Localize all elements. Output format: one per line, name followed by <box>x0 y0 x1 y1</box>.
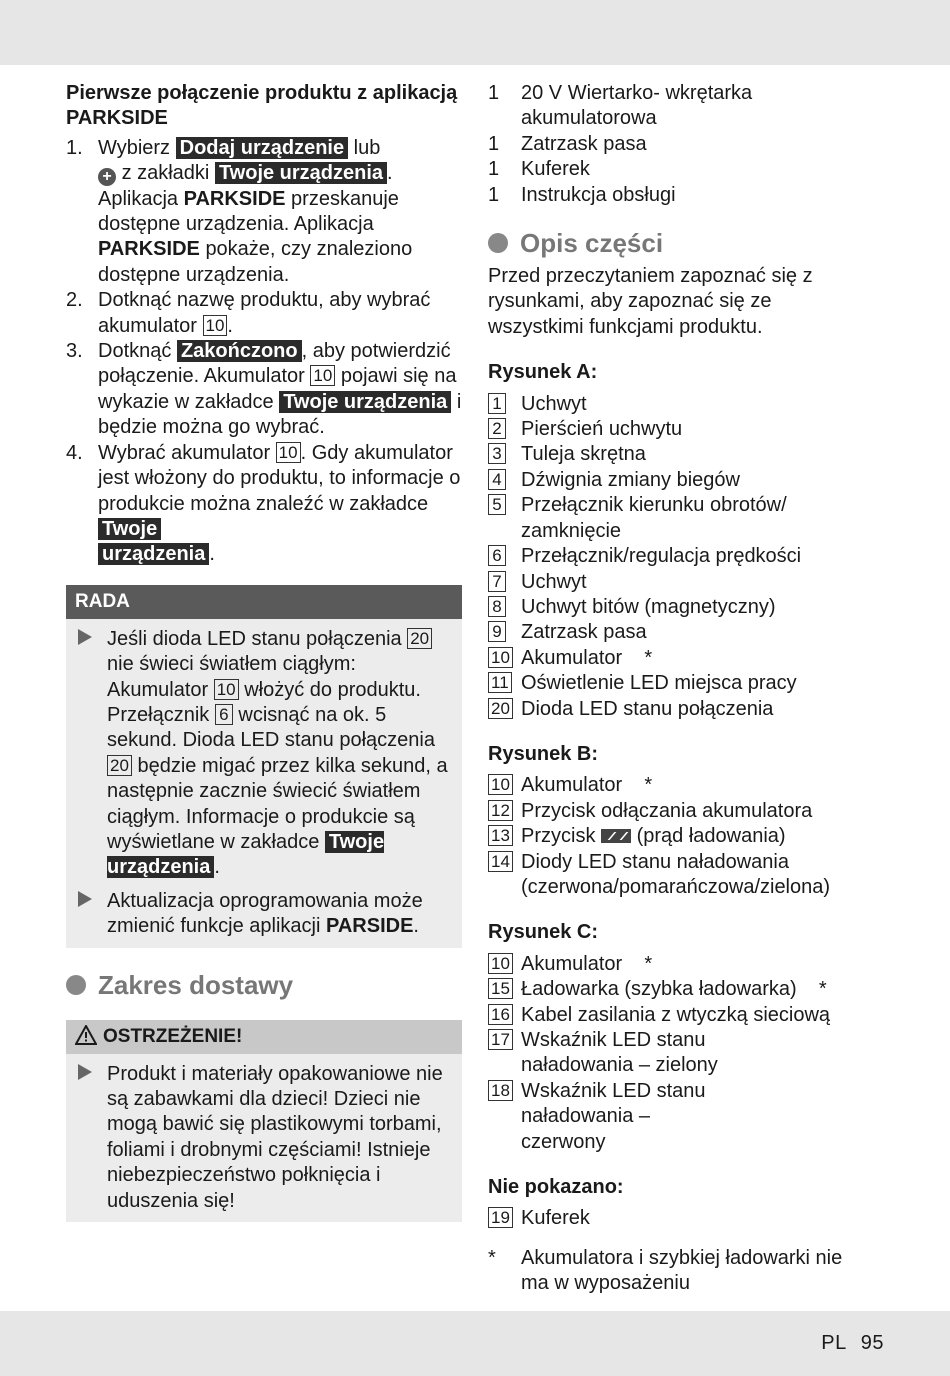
text: Aktualizacja oprogramowania może zmienić funkcje aplikacji <box>107 889 423 938</box>
warning-triangle-icon <box>75 1025 97 1045</box>
parts-intro: Przed przeczytaniem zapoznać się z rysunkami, aby zapoznać się ze wszystkimi funkcjami produktu. <box>488 265 813 338</box>
figure-b-list <box>488 773 888 900</box>
header-band <box>0 0 950 65</box>
part-label: Zatrzask pasa <box>521 621 647 644</box>
your-devices-label: Twoje urządzenia <box>279 391 451 413</box>
your-devices-label: Twoje <box>98 518 161 540</box>
tip-title: RADA <box>66 585 462 619</box>
list-item <box>488 1206 888 1231</box>
part-label: Pierścień uchwytu <box>521 418 683 441</box>
step-3 <box>66 339 462 441</box>
text: Wybrać akumulator <box>98 441 271 464</box>
list-item <box>488 442 888 467</box>
quantity: 1 <box>488 158 500 181</box>
text: Jeśli dioda LED stanu połączenia <box>107 627 402 650</box>
text: z zakładki <box>121 162 210 185</box>
part-label: Akumulator * <box>521 646 653 669</box>
part-label: Ładowarka (szybka ładowarka) * <box>521 978 827 1001</box>
add-device-label: Dodaj urządzenie <box>176 137 348 159</box>
part-number-box: 9 <box>488 621 506 642</box>
text: . <box>413 915 419 938</box>
brand-text: PARSIDE <box>325 915 414 938</box>
part-number-box: 1 <box>488 393 506 414</box>
text: . Aplikacja <box>98 162 393 210</box>
list-item <box>488 773 888 798</box>
part-label: Akumulator * <box>521 774 653 797</box>
step-number: 2. <box>66 289 83 312</box>
left-column <box>66 81 462 1222</box>
list-item <box>488 183 888 208</box>
item-text: Zatrzask pasa <box>521 132 647 155</box>
part-label: Wskaźnik LED stanu naładowania – czerwony <box>521 1079 706 1153</box>
item-text: Instrukcja obsługi <box>521 183 676 206</box>
footnote-text: Akumulatora i szybkiej ładowarki nie ma w wyposażeniu <box>521 1246 843 1295</box>
triangle-bullet-icon <box>78 629 92 645</box>
list-item <box>488 977 888 1002</box>
part-number-box: 10 <box>488 774 513 795</box>
list-item <box>488 570 888 595</box>
part-number-box: 3 <box>488 443 506 464</box>
right-column <box>488 81 888 1297</box>
step-number: 4. <box>66 441 83 464</box>
part-number-box: 7 <box>488 571 506 592</box>
part-number-box: 19 <box>488 1207 513 1228</box>
part-number-box: 13 <box>488 825 513 846</box>
charge-current-icon <box>601 829 631 843</box>
figure-b-title: Rysunek B: <box>488 742 599 765</box>
part-number-box: 18 <box>488 1080 513 1101</box>
list-item <box>488 81 888 132</box>
part-number-box: 10 <box>488 953 513 974</box>
brand-text: PARKSIDE <box>98 238 200 261</box>
language-code: PL <box>821 1332 847 1354</box>
part-label: Kuferek <box>521 1207 590 1230</box>
section-title-text: Opis części <box>520 228 664 259</box>
page-footer <box>807 1331 884 1356</box>
quantity: 1 <box>488 132 500 155</box>
part-label: Kabel zasilania z wtyczką sieciową <box>521 1003 831 1026</box>
text: . <box>214 856 220 879</box>
part-number-box: 15 <box>488 978 513 999</box>
part-number-box: 20 <box>488 698 513 719</box>
text: nie świeci światłem ciągłym: Akumulator <box>107 653 356 701</box>
warning-header <box>66 1020 462 1054</box>
part-number-box: 10 <box>203 315 228 336</box>
part-number-box: 10 <box>488 647 513 668</box>
part-number-box: 20 <box>407 628 432 649</box>
figure-c-title: Rysunek C: <box>488 921 599 944</box>
part-number-box: 17 <box>488 1029 513 1050</box>
quantity: 1 <box>488 82 500 104</box>
part-label: Uchwyt <box>521 392 587 415</box>
step-1 <box>66 136 462 288</box>
steps-heading: Pierwsze połączenie produktu z aplikacją PARKSIDE <box>66 82 458 130</box>
part-number-box: 2 <box>488 418 506 439</box>
part-number-box: 11 <box>488 672 512 693</box>
section-title-delivery <box>66 970 462 1000</box>
text: pokaże, czy znaleziono dostępne urządzenia. <box>98 238 413 286</box>
tip-box <box>66 585 462 948</box>
list-item <box>488 799 888 824</box>
part-label: Uchwyt <box>521 570 587 593</box>
not-shown-title: Nie pokazano: <box>488 1176 624 1199</box>
warning-title: OSTRZEŻENIE! <box>103 1025 243 1047</box>
part-label: Uchwyt bitów (magnetyczny) <box>521 595 776 618</box>
list-item <box>488 468 888 493</box>
list-item <box>488 417 888 442</box>
part-label: Akumulator * <box>521 952 653 975</box>
list-item <box>488 620 888 645</box>
part-number-box: 10 <box>214 679 239 700</box>
text: Dotknąć <box>98 340 172 363</box>
part-label: Przełącznik/regulacja prędkości <box>521 545 802 568</box>
part-label: Przycisk odłączania akumulatora <box>521 799 813 822</box>
step-4 <box>66 441 462 568</box>
part-number-box: 20 <box>107 755 132 776</box>
list-item <box>488 392 888 417</box>
list-item <box>488 850 888 901</box>
list-item <box>488 493 888 544</box>
list-item <box>488 1079 888 1155</box>
section-bullet-icon <box>66 975 86 995</box>
your-devices-label: Twoje urządzenia <box>215 162 387 184</box>
part-number-box: 8 <box>488 596 506 617</box>
warning-box <box>66 1020 462 1222</box>
part-label: Dioda LED stanu połączenia <box>521 697 774 720</box>
steps-list <box>66 136 462 568</box>
text: Dotknąć nazwę produktu, aby wybrać akumulator <box>98 289 431 337</box>
step-2 <box>66 288 462 339</box>
list-item <box>488 1028 888 1079</box>
text: Przycisk <box>521 825 596 848</box>
part-label: Wskaźnik LED stanu naładowania – zielony <box>521 1029 718 1077</box>
section-title-text: Zakres dostawy <box>98 969 294 1000</box>
tip-item <box>66 881 462 948</box>
text: . <box>209 543 215 566</box>
part-number-box: 4 <box>488 469 506 490</box>
text: lub <box>353 136 381 159</box>
triangle-bullet-icon <box>78 891 92 907</box>
delivery-list <box>488 81 888 208</box>
part-label <box>521 824 888 849</box>
part-number-box: 10 <box>310 365 335 386</box>
text: przeskanuje dostępne urządzenia. Aplikacja <box>98 187 399 236</box>
text: . Gdy akumulator jest włożony do produktu, to informacje o produkcie można znaleźć w zakładce <box>98 441 461 515</box>
figure-a-list <box>488 392 888 722</box>
list-item <box>488 595 888 620</box>
list-item <box>488 544 888 569</box>
part-label: Tuleja skrętna <box>521 443 646 466</box>
list-item <box>488 157 888 182</box>
footnote-mark: * <box>488 1246 496 1269</box>
step-number: 3. <box>66 340 83 363</box>
figure-a-title: Rysunek A: <box>488 361 598 384</box>
plus-circle-icon: + <box>98 168 116 186</box>
list-item <box>488 824 888 849</box>
part-number-box: 16 <box>488 1004 513 1025</box>
footnote <box>488 1246 888 1297</box>
part-label: Diody LED stanu naładowania (czerwona/pomarańczowa/zielona) <box>521 850 831 898</box>
quantity: 1 <box>488 183 500 206</box>
part-number-box: 6 <box>215 704 233 725</box>
part-number-box: 10 <box>276 442 301 463</box>
section-title-parts <box>488 228 888 258</box>
text: wcisnąć na ok. 5 sekund. Dioda LED stanu połączenia <box>107 703 435 752</box>
part-label: Oświetlenie LED miejsca pracy <box>521 672 797 695</box>
text: Wybierz <box>98 136 171 159</box>
list-item <box>488 697 888 722</box>
your-devices-label: urządzenia <box>98 543 209 565</box>
brand-text: PARKSIDE <box>183 187 286 210</box>
warning-text: Produkt i materiały opakowaniowe nie są zabawkami dla dzieci! Dzieci nie mogą bawić się plastikowymi torbami, foliami i drobnymi częściami! Istnieje niebezpieczeństwo połknięcia i uduszenia się! <box>107 1062 443 1212</box>
text: pojawi się na wykazie w zakładce <box>98 365 457 413</box>
list-item <box>488 1003 888 1028</box>
tip-item <box>66 619 462 881</box>
text: . <box>227 314 233 337</box>
text: będzie migać przez kilka sekund, a następnie zacznie świecić światłem ciągłym. Informacje o produkcie są wyświetlane w zakładce <box>107 754 448 853</box>
text: (prąd ładowania) <box>636 825 786 848</box>
item-text: 20 V Wiertarko- wkrętarka akumulatorowa <box>521 82 753 130</box>
warning-item <box>66 1054 462 1222</box>
page-number: 95 <box>860 1332 884 1354</box>
your-devices-label: Twoje urządzenia <box>107 830 385 879</box>
part-number-box: 6 <box>488 545 506 566</box>
part-number-box: 12 <box>488 800 513 821</box>
figure-c-list <box>488 952 888 1155</box>
triangle-bullet-icon <box>78 1064 92 1080</box>
finished-label: Zakończono <box>177 340 302 362</box>
list-item <box>488 952 888 977</box>
list-item <box>488 671 888 696</box>
list-item <box>488 646 888 671</box>
item-text: Kuferek <box>521 158 590 181</box>
text: włożyć do produktu. Przełącznik <box>107 678 421 726</box>
step-number: 1. <box>66 136 83 159</box>
part-label: Dźwignia zmiany biegów <box>521 468 740 491</box>
part-label: Przełącznik kierunku obrotów/ zamknięcie <box>521 494 787 542</box>
list-item <box>488 132 888 157</box>
text: i będzie można go wybrać. <box>98 390 462 439</box>
text: , aby potwierdzić połączenie. Akumulator <box>98 340 451 388</box>
section-bullet-icon <box>488 233 508 253</box>
part-number-box: 5 <box>488 494 506 515</box>
part-number-box: 14 <box>488 851 513 872</box>
